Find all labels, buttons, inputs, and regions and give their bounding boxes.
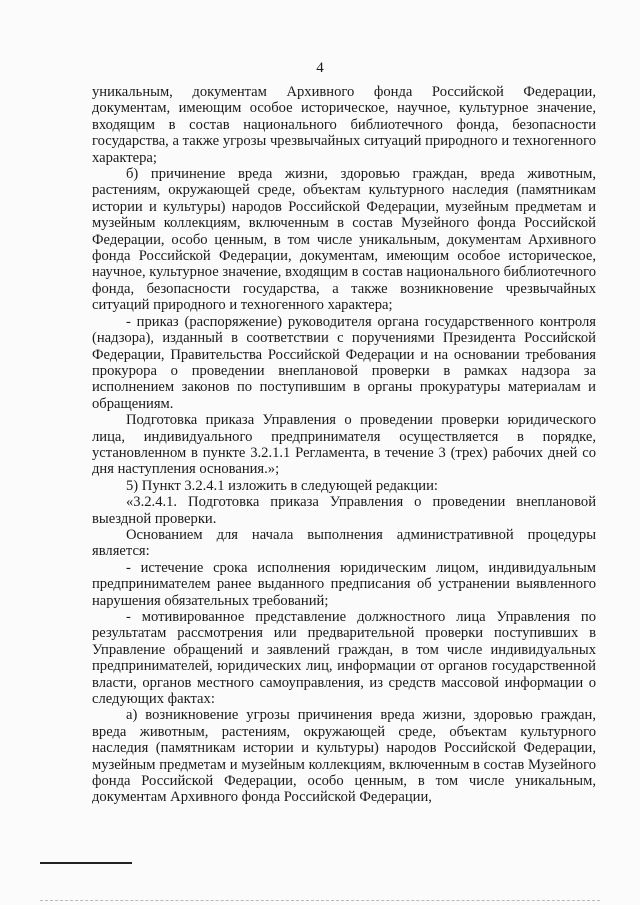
paragraph: «3.2.4.1. Подготовка приказа Управления о проведении внеплановой выездной проверки.	[92, 494, 596, 527]
paragraph: - приказ (распоряжение) руководителя органа государственного контроля (надзора), изданный в соответствии с поручениями Президента Российской Федерации, Правительства Российской Федерации и на основании требования прокурора о проведении внеплановой проверки в рамках надзора за исполнением законов по поступившим в органы прокуратуры материалам и обращениям.	[92, 313, 596, 412]
paragraph: - мотивированное представление должностного лица Управления по результатам рассмотрения или предварительной проверки поступивших в Управление обращений и заявлений граждан, в том числе индивидуальных предпринимателей, юридических лиц, информации от органов государственной власти, органов местного самоуправления, из средств массовой информации о следующих фактах:	[92, 609, 596, 708]
scan-edge	[40, 900, 600, 901]
paragraph: Основанием для начала выполнения административной процедуры является:	[92, 526, 596, 560]
paragraph: Подготовка приказа Управления о проведении проверки юридического лица, индивидуального предпринимателя осуществляется в порядке, установленном в пункте 3.2.1.1 Регламента, в течение 3 (трех) рабочих дней со дня наступления основания.»;	[92, 412, 596, 478]
footnote-rule	[40, 862, 132, 864]
page-number: 4	[316, 60, 324, 76]
paragraph: уникальным, документам Архивного фонда Российской Федерации, документам, имеющим особое историческое, научное, культурное значение, входящим в состав национального библиотечного фонда, безопасности государства, а также угрозы чрезвычайных ситуаций природного и техногенного характера;	[92, 84, 596, 166]
paragraph: 5) Пункт 3.2.4.1 изложить в следующей редакции:	[126, 477, 438, 494]
paragraph: а) возникновение угрозы причинения вреда жизни, здоровью граждан, вреда животным, растениям, окружающей среде, объектам культурного наследия (памятникам истории и культуры) народов Российской Федерации, музейным предметам и музейным коллекциям, включенным в состав Музейного фонда Российской Федерации, особо ценным, в том числе уникальным, документам Архивного фонда Российской Федерации,	[92, 707, 596, 806]
paragraph: б) причинение вреда жизни, здоровью граждан, вреда животным, растениям, окружающей среде, объектам культурного наследия (памятникам истории и культуры) народов Российской Федерации, музейным предметам и музейным коллекциям, включенным в состав Музейного фонда Российской Федерации, особо ценным, в том числе уникальным, документам Архивного фонда Российской Федерации, документам, имеющим особое историческое, научное, культурное значение, входящим в состав национального библиотечного фонда, безопасности государства, а также возникновение чрезвычайных ситуаций природного и техногенного характера;	[92, 166, 596, 314]
body-text	[92, 84, 596, 806]
paragraph: - истечение срока исполнения юридическим лицом, индивидуальным предпринимателем ранее выданного предписания об устранении выявленного нарушения обязательных требований;	[92, 559, 596, 609]
